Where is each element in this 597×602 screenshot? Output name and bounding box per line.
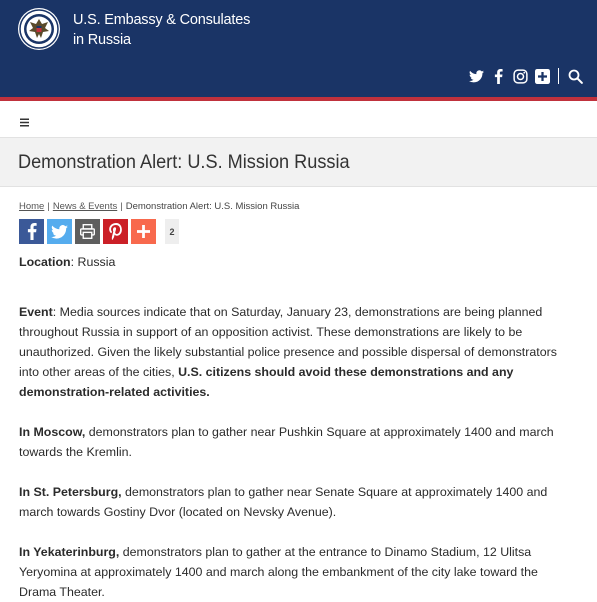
- menu-icon[interactable]: [20, 114, 29, 123]
- addthis-share-button[interactable]: [131, 219, 156, 244]
- site-title[interactable]: [73, 10, 250, 50]
- breadcrumb-separator: |: [120, 201, 123, 212]
- pinterest-share-button[interactable]: [103, 219, 128, 244]
- print-icon: [79, 223, 96, 240]
- twitter-icon: [51, 225, 68, 239]
- facebook-icon: [27, 223, 37, 240]
- moscow-label: In Moscow,: [19, 425, 86, 439]
- yekaterinburg-text: demonstrators plan to gather at the entrance to Dinamo Stadium, 12 Ulitsa Yeryomina at approximately 1400 and march along the embankment of the city lake toward the Drama Theater.: [19, 545, 538, 599]
- spb-label: In St. Petersburg,: [19, 485, 122, 499]
- embassy-seal-logo[interactable]: [18, 8, 60, 50]
- spb-paragraph: [19, 482, 564, 522]
- event-label: Event: [19, 305, 53, 319]
- location-label: Location: [19, 255, 71, 269]
- location-value: : Russia: [70, 255, 116, 269]
- pinterest-icon: [109, 223, 123, 240]
- breadcrumb: [19, 201, 299, 212]
- spb-text: demonstrators plan to gather near Senate Square at approximately 1400 and march towards Gostiny Dvor (located on Nevsky Avenue).: [19, 485, 548, 519]
- plus-square-icon[interactable]: [534, 68, 550, 84]
- event-advice: U.S. citizens should avoid these demonstrations and any demonstration-related activities.: [19, 365, 514, 399]
- page-title: Demonstration Alert: U.S. Mission Russia: [18, 151, 350, 173]
- facebook-icon[interactable]: [490, 68, 506, 84]
- twitter-icon[interactable]: [468, 68, 484, 84]
- yekaterinburg-label: In Yekaterinburg,: [19, 545, 120, 559]
- plus-icon: [137, 225, 150, 238]
- moscow-paragraph: [19, 422, 564, 462]
- breadcrumb-current: Demonstration Alert: U.S. Mission Russia: [125, 201, 300, 212]
- event-text: : Media sources indicate that on Saturday, January 23, demonstrations are being planned throughout Russia in support of an opposition activist. These demonstrations are likely to be unauthorized. Given the likely substantial police presence and possible dispersal of demonstrators into other areas of the cities,: [19, 305, 557, 379]
- site-header: [0, 0, 597, 101]
- social-divider: [558, 68, 559, 84]
- search-icon[interactable]: [567, 68, 583, 84]
- page-title-band: [0, 137, 597, 187]
- location-paragraph: [19, 252, 564, 272]
- nav-bar: [0, 101, 597, 135]
- share-count: 2: [165, 219, 179, 244]
- moscow-text: demonstrators plan to gather near Pushkin Square at approximately 1400 and march towards the Kremlin.: [19, 425, 554, 459]
- instagram-icon[interactable]: [512, 68, 528, 84]
- breadcrumb-home-link[interactable]: Home: [19, 201, 45, 212]
- social-links: [468, 68, 583, 84]
- share-bar: [19, 219, 179, 244]
- breadcrumb-news-link[interactable]: News & Events: [52, 201, 118, 212]
- facebook-share-button[interactable]: [19, 219, 44, 244]
- print-share-button[interactable]: [75, 219, 100, 244]
- breadcrumb-separator: |: [47, 201, 50, 212]
- site-title-line1: U.S. Embassy & Consulates: [73, 12, 251, 28]
- event-paragraph: [19, 302, 564, 402]
- yekaterinburg-paragraph: [19, 542, 564, 602]
- site-title-line2: in Russia: [73, 32, 131, 48]
- article-body: [19, 252, 564, 602]
- twitter-share-button[interactable]: [47, 219, 72, 244]
